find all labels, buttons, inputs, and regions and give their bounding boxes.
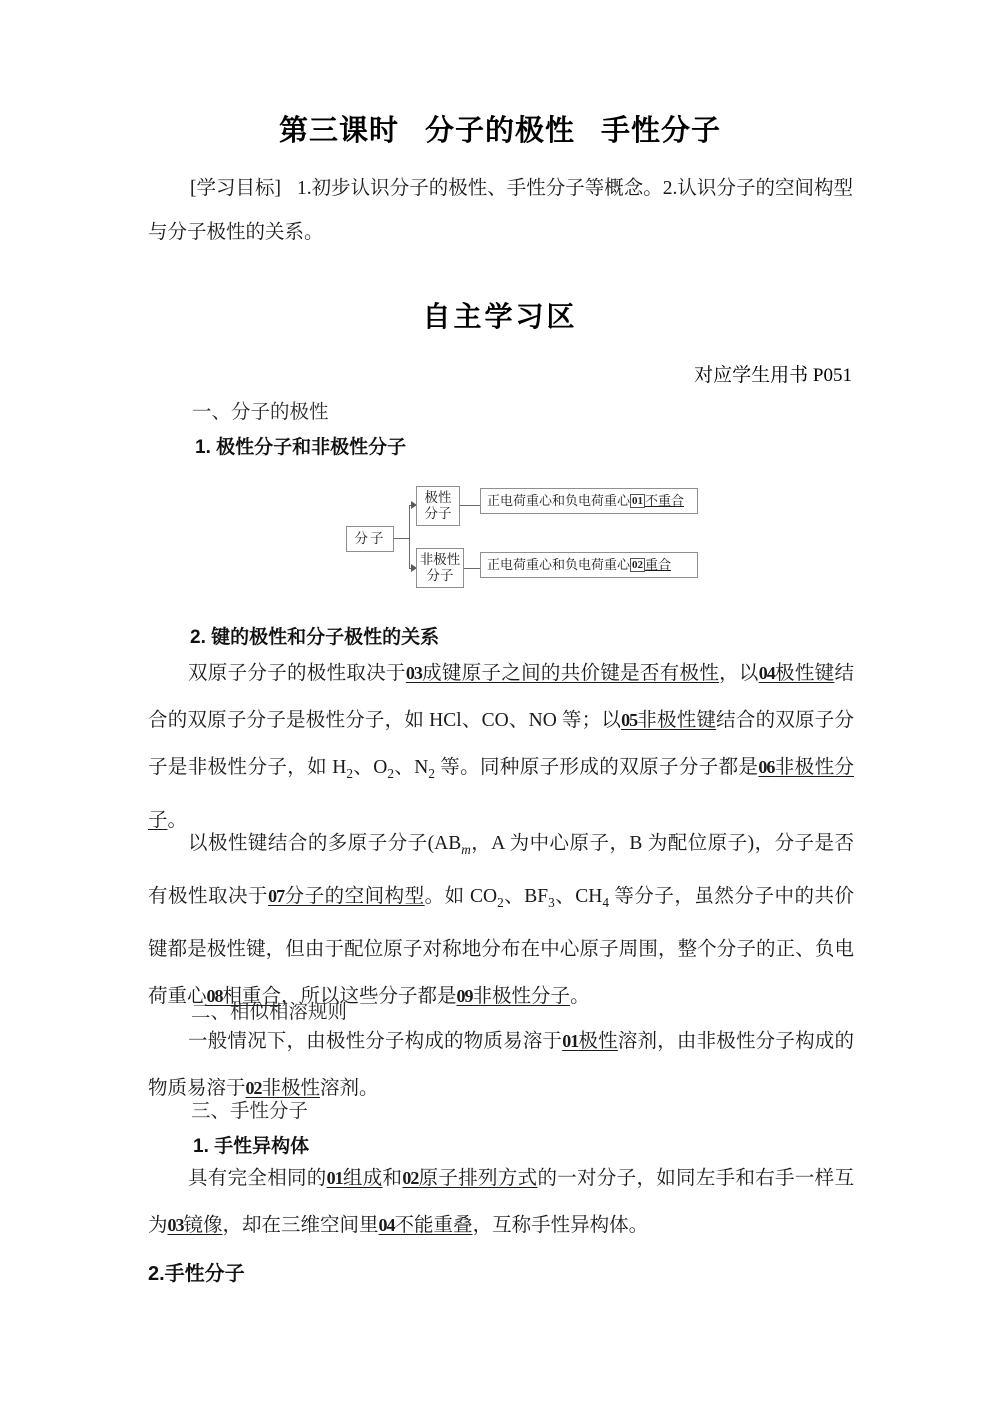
diagram-description-nonpolar (480, 552, 698, 578)
p1-text-2: ，以 (719, 663, 759, 684)
p1-text-1: 双原子分子的极性取决于 (188, 663, 406, 684)
p1-text-3: 结合的双原子分子是极性分子，如 HCl、CO、NO 等；以 (148, 663, 854, 731)
heading-section-one: 一、分子的极性 (192, 402, 329, 423)
molecule-polarity-flow-diagram (340, 482, 710, 592)
p1-text-4: 结合的双原子分子是非极性分子，如 H (148, 710, 854, 778)
page-title (0, 108, 1000, 149)
p1-text-5: 、O (352, 757, 388, 778)
diagram-description-polar-prefix: 正电荷重心和负电荷重心 (487, 493, 631, 508)
p1-blank-05-number: 05 (621, 710, 638, 730)
p2-text-5: 、CH (554, 885, 603, 907)
p2-subscript-bf3: 3 (548, 894, 555, 910)
diagram-node-polar-line-two: 分子 (424, 506, 452, 521)
p4-blank-04-number: 04 (378, 1215, 395, 1235)
p2-text-7: ，所以这些分子都是 (281, 985, 457, 1007)
p3-text-3: 溶剂。 (320, 1078, 379, 1099)
p2-text-6: 等分子，虽然分子中的共价键都是极性键，但由于配位原子对称地分布在中心原子周围，整个分子的正、负电荷重心 (148, 885, 854, 1007)
heading-section-one-sub-two: 2. 键的极性和分子极性的关系 (190, 627, 440, 648)
p3-text-1: 一般情况下，由极性分子构成的物质易溶于 (188, 1031, 563, 1052)
p3-blank-01-answer: 极性 (578, 1031, 618, 1052)
p4-blank-02-answer: 原子排列方式 (418, 1168, 538, 1189)
diagram-description-nonpolar-number: 02 (632, 559, 644, 571)
p1-subscript-nitrogen: 2 (428, 765, 435, 781)
p2-blank-08-answer: 相重合 (222, 985, 282, 1007)
title-topic-a: 分子的极性 (424, 115, 575, 147)
p4-text-4: ，却在三维空间里 (222, 1215, 379, 1236)
p1-text-7: 等。同种原子形成的双原子分子都是 (434, 757, 759, 778)
p4-blank-01-number: 01 (326, 1168, 343, 1188)
p1-blank-03-answer: 成键原子之间的共价键是否有极性 (421, 663, 720, 684)
diagram-description-polar-number: 01 (632, 495, 644, 507)
title-topic-b: 手性分子 (601, 115, 722, 147)
heading-section-three: 三、手性分子 (191, 1101, 309, 1122)
diagram-node-nonpolar-line-one: 非极性 (419, 552, 461, 567)
diagram-description-polar (480, 488, 698, 514)
paragraph-like-dissolves-like (148, 1018, 854, 1112)
p2-blank-09-number: 09 (456, 985, 473, 1006)
p1-blank-04-answer: 极性键 (774, 663, 835, 684)
p3-blank-01-number: 01 (562, 1031, 579, 1051)
diagram-description-nonpolar-answer: 重合 (645, 557, 672, 572)
title-lesson: 第三课时 (278, 115, 399, 147)
paragraph-polyatomic-molecules (148, 820, 854, 1020)
p4-blank-03-answer: 镜像 (183, 1215, 223, 1236)
objectives-tag: [学习目标] (190, 178, 282, 199)
p2-blank-09-answer: 非极性分子 (472, 985, 571, 1007)
paragraph-chiral-isomers (148, 1155, 854, 1249)
p3-text-2: 溶剂，由非极性分子构成的物质易溶于 (148, 1031, 854, 1099)
heading-section-two: 二、相似相溶规则 (191, 1002, 348, 1023)
heading-section-one-sub-one: 1. 极性分子和非极性分子 (195, 437, 407, 458)
p1-subscript-oxygen: 2 (387, 765, 394, 781)
p2-blank-08-number: 08 (206, 985, 223, 1006)
p1-text-6: 、N (393, 757, 429, 778)
p2-blank-07-number: 07 (268, 885, 285, 906)
p3-blank-02-number: 02 (245, 1078, 262, 1098)
p1-text-8: 。 (167, 809, 188, 831)
p2-text-8: 。 (570, 985, 590, 1007)
p1-blank-06-answer: 非极性分子 (148, 757, 854, 831)
objectives-text: 1.初步认识分子的极性、手性分子等概念。2.认识分子的空间构型与分子极性的关系。 (148, 178, 853, 243)
diagram-node-molecule-label: 分子 (354, 531, 386, 546)
p2-blank-07-answer: 分子的空间构型 (284, 885, 425, 907)
diagram-connector-nonpolar-description (464, 568, 481, 569)
learning-objectives (148, 167, 853, 255)
diagram-node-nonpolar-molecule (416, 548, 464, 588)
diagram-node-polar-line-one: 极性 (424, 490, 452, 505)
p1-blank-03-number: 03 (405, 663, 422, 683)
p4-blank-02-number: 02 (402, 1168, 419, 1188)
p2-text-3: 。如 CO (424, 885, 498, 907)
diagram-description-polar-answer: 不重合 (645, 493, 685, 508)
p2-subscript-m: m (461, 841, 471, 857)
diagram-connector-root (394, 538, 410, 539)
p4-blank-03-number: 03 (167, 1215, 184, 1235)
p2-text-1: 以极性键结合的多原子分子(AB (188, 833, 462, 854)
diagram-node-molecule (346, 526, 394, 552)
diagram-connector-polar-description (460, 505, 481, 506)
p2-text-2: ，A 为中心原子，B 为配位原子)，分子是否有极性取决于 (148, 833, 854, 907)
p2-subscript-co2: 2 (497, 894, 504, 910)
heading-section-three-sub-two: 2.手性分子 (148, 1263, 245, 1285)
p4-text-1: 具有完全相同的 (188, 1168, 327, 1189)
p1-subscript-hydrogen: 2 (346, 765, 353, 781)
student-book-reference: 对应学生用书 P051 (694, 365, 852, 386)
diagram-connector-spine (409, 505, 410, 569)
p1-blank-05-answer: 非极性键 (637, 710, 717, 731)
section-banner: 自主学习区 (422, 302, 578, 333)
p4-text-2: 和 (382, 1168, 403, 1189)
heading-section-three-sub-one: 1. 手性异构体 (193, 1136, 310, 1157)
p2-subscript-ch4: 4 (602, 894, 609, 910)
p1-blank-06-number: 06 (758, 757, 775, 777)
diagram-node-nonpolar-line-two: 分子 (426, 568, 454, 583)
diagram-description-nonpolar-prefix: 正电荷重心和负电荷重心 (487, 557, 631, 572)
diagram-node-polar-molecule (416, 486, 460, 526)
p3-blank-02-answer: 非极性 (261, 1078, 321, 1099)
p4-text-5: ，互称手性异构体。 (472, 1215, 649, 1236)
paragraph-bond-polarity (148, 650, 854, 844)
p1-blank-04-number: 04 (758, 663, 775, 683)
p2-text-4: 、BF (503, 885, 549, 907)
p4-blank-01-answer: 组成 (342, 1168, 383, 1189)
p4-blank-04-answer: 不能重叠 (394, 1215, 473, 1236)
p4-text-3: 的一对分子，如同左手和右手一样互为 (148, 1168, 854, 1236)
